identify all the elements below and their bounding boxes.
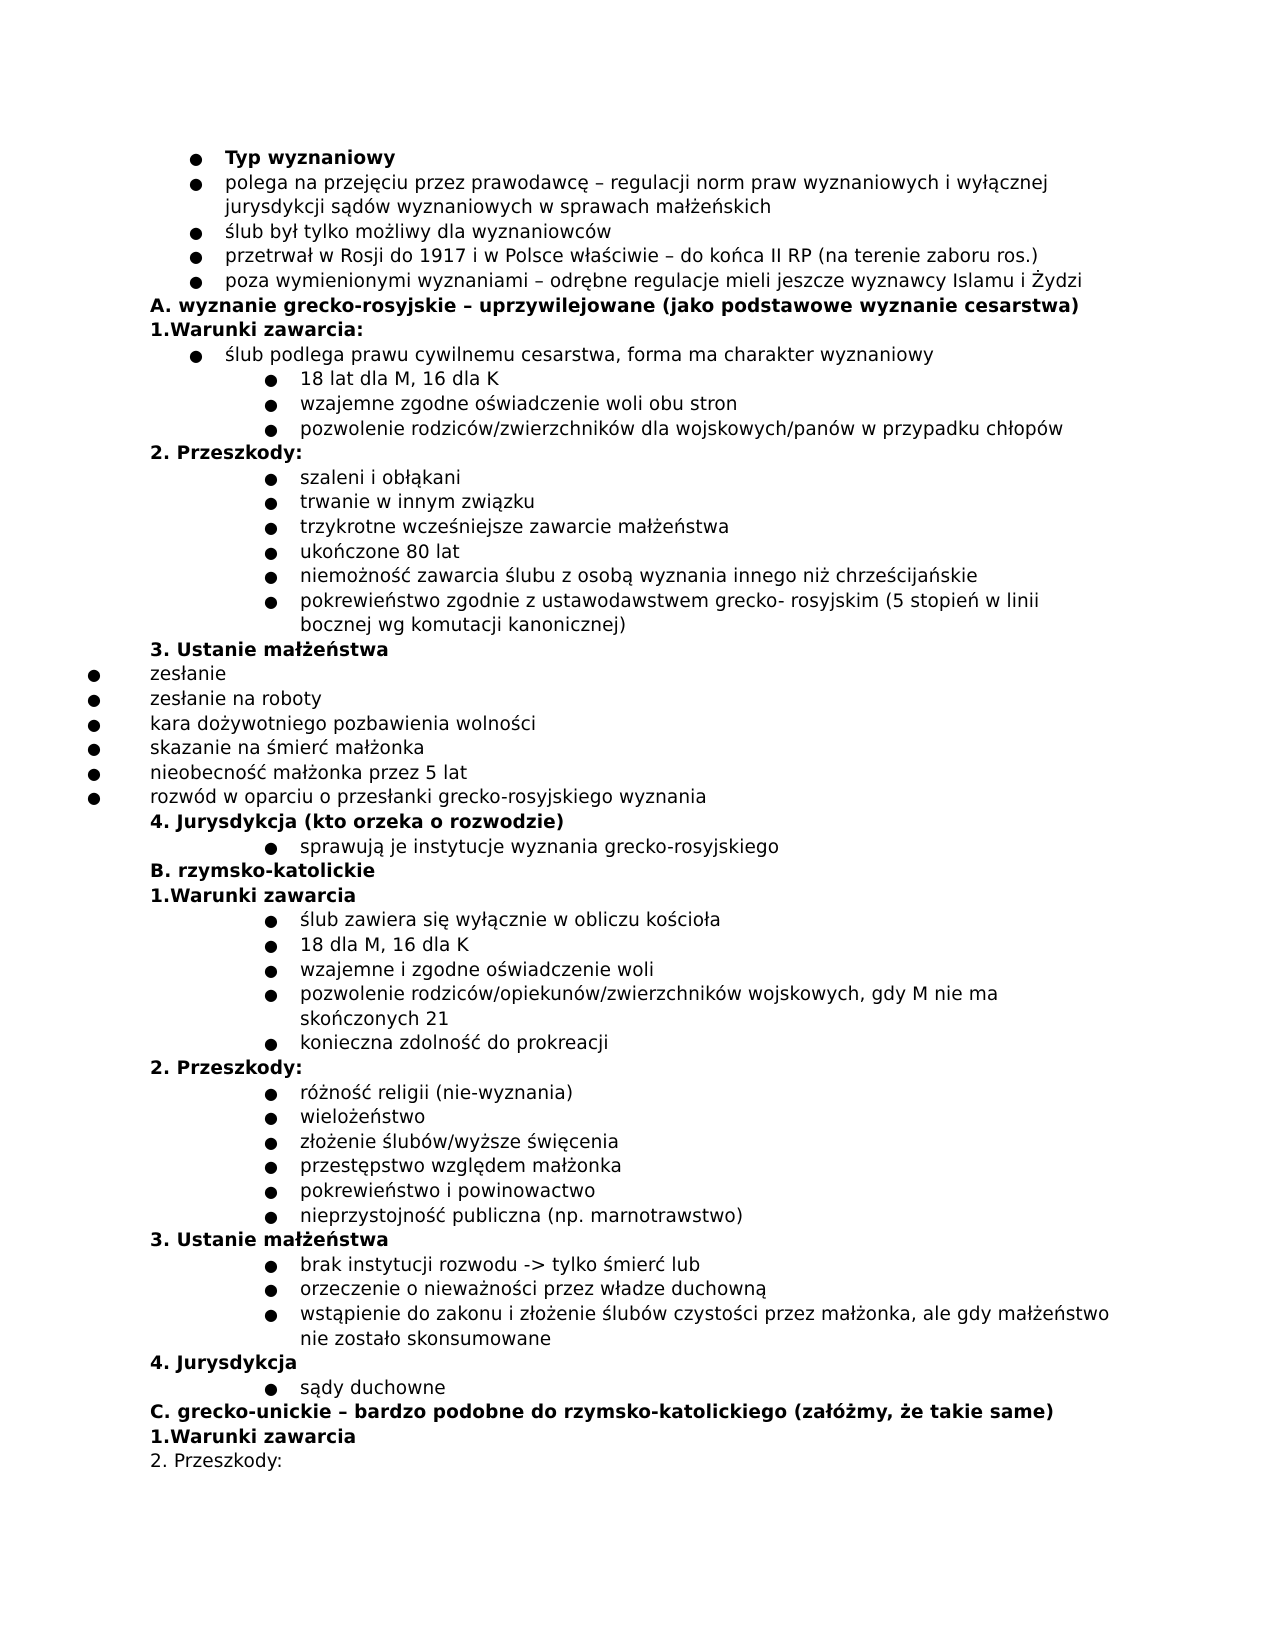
bullet-icon: ● [264, 1304, 279, 1324]
section-a-przeszkody-item [0, 491, 1275, 516]
list-item-text: zesłanie [150, 664, 227, 686]
list-item-text: brak instytucji rozwodu -> tylko śmierć lub [300, 1254, 701, 1276]
section-b-przeszkody-heading: 2. Przeszkody: [150, 1057, 303, 1079]
bullet-icon: ● [264, 567, 279, 587]
list-item-text: pokrewieństwo zgodnie z ustawodawstwem grecko- rosyjskim (5 stopień w linii [300, 590, 1040, 612]
section-c-przeszkody-heading: 2. Przeszkody: [150, 1451, 283, 1473]
bullet-icon: ● [264, 985, 279, 1005]
section-b-ustanie-item [0, 1278, 1275, 1303]
list-item-text: ślub zawiera się wyłącznie w obliczu kościoła [300, 910, 721, 932]
section-a-ustanie-item [0, 663, 1275, 688]
bullet-icon: ● [189, 222, 204, 242]
section-a-warunki-main [0, 344, 1275, 369]
document-page [0, 147, 1275, 1475]
section-a-ustanie-item [0, 688, 1275, 713]
list-item-text: przetrwał w Rosji do 1917 i w Polsce właściwie – do końca II RP (na terenie zaboru ros.) [225, 246, 1039, 268]
bullet-icon: ● [264, 468, 279, 488]
list-item-text: polega na przejęciu przez prawodawcę – regulacji norm praw wyznaniowych i wyłącznej [225, 172, 1049, 194]
list-item-text: kara dożywotniego pozbawienia wolności [150, 713, 537, 735]
bullet-icon: ● [264, 1181, 279, 1201]
bullet-icon: ● [264, 1255, 279, 1275]
list-item-text: trwanie w innym związku [300, 492, 536, 514]
section-a-warunki-item [0, 393, 1275, 418]
section-b-ustanie-heading: 3. Ustanie małżeństwa [150, 1230, 389, 1252]
section-b-ustanie-item-continuation [0, 1328, 1275, 1353]
section-b-przeszkody-item [0, 1155, 1275, 1180]
section-a-warunki-item [0, 368, 1275, 393]
section-c-warunki-heading: 1.Warunki zawarcia [150, 1426, 357, 1448]
bullet-icon: ● [264, 394, 279, 414]
list-item-text: jurysdykcji sądów wyznaniowych w sprawach małżeńskich [225, 197, 772, 219]
bullet-icon: ● [87, 665, 102, 685]
section-a-przeszkody-item [0, 467, 1275, 492]
section-a-ustanie-heading: 3. Ustanie małżeństwa [150, 639, 389, 661]
section-a-ustanie-item [0, 786, 1275, 811]
bullet-icon: ● [87, 714, 102, 734]
list-item-text: wzajemne i zgodne oświadczenie woli [300, 959, 655, 981]
list-item-text: przestępstwo względem małżonka [300, 1156, 622, 1178]
section-b-warunki-item [0, 909, 1275, 934]
section-b-przeszkody-item [0, 1106, 1275, 1131]
section-b-jurysdykcja-item [0, 1377, 1275, 1402]
bullet-icon: ● [189, 345, 204, 365]
bullet-icon: ● [264, 960, 279, 980]
section-b-warunki-heading: 1.Warunki zawarcia [150, 885, 357, 907]
list-item-text: różność religii (nie-wyznania) [300, 1082, 574, 1104]
list-item-text: bocznej wg komutacji kanonicznej) [300, 615, 627, 637]
bullet-icon: ● [189, 271, 204, 291]
intro-list-item [0, 221, 1275, 246]
bullet-icon: ● [264, 370, 279, 390]
section-b-warunki-item-continuation [0, 1008, 1275, 1033]
section-b-ustanie-item [0, 1254, 1275, 1279]
list-item-text: pozwolenie rodziców/opiekunów/zwierzchników wojskowych, gdy M nie ma [300, 984, 999, 1006]
bullet-icon: ● [189, 173, 204, 193]
section-a-ustanie-item [0, 762, 1275, 787]
bullet-icon: ● [189, 149, 204, 168]
section-a-przeszkody-item-continuation [0, 614, 1275, 639]
list-item-text: orzeczenie o nieważności przez władze duchowną [300, 1279, 767, 1301]
bullet-icon: ● [264, 837, 279, 857]
bullet-icon: ● [264, 517, 279, 537]
section-a-przeszkody-item [0, 565, 1275, 590]
section-b-ustanie-item [0, 1303, 1275, 1328]
section-b-warunki-item [0, 959, 1275, 984]
intro-list-item [0, 245, 1275, 270]
list-item-text: skazanie na śmierć małżonka [150, 738, 425, 760]
list-item-text: pokrewieństwo i powinowactwo [300, 1180, 596, 1202]
bullet-icon: ● [264, 1206, 279, 1226]
bullet-icon: ● [264, 1108, 279, 1128]
section-b-przeszkody-item [0, 1131, 1275, 1156]
intro-title-item [0, 147, 1275, 172]
section-b-przeszkody-item [0, 1082, 1275, 1107]
list-item-text: wielożeństwo [300, 1107, 426, 1129]
list-item-text: ślub podlega prawu cywilnemu cesarstwa, forma ma charakter wyznaniowy [225, 344, 934, 366]
list-item-text: nieobecność małżonka przez 5 lat [150, 762, 468, 784]
bullet-icon: ● [264, 1378, 279, 1398]
bullet-icon: ● [264, 1132, 279, 1152]
bullet-icon: ● [264, 1034, 279, 1054]
section-b-warunki-item [0, 934, 1275, 959]
list-item-text: sądy duchowne [300, 1377, 446, 1399]
section-c-title: C. grecko-unickie – bardzo podobne do rzymsko-katolickiego (załóżmy, że takie same) [150, 1402, 1055, 1424]
bullet-icon: ● [264, 591, 279, 611]
list-item-text: wzajemne zgodne oświadczenie woli obu stron [300, 393, 738, 415]
bullet-icon: ● [264, 936, 279, 955]
bullet-icon: ● [87, 763, 102, 783]
list-item-text: rozwód w oparciu o przesłanki grecko-rosyjskiego wyznania [150, 787, 707, 809]
section-b-warunki-item [0, 983, 1275, 1008]
intro-list-item [0, 270, 1275, 295]
list-item-text: niemożność zawarcia ślubu z osobą wyznania innego niż chrześcijańskie [300, 566, 978, 588]
section-a-warunki-heading: 1.Warunki zawarcia: [150, 320, 364, 342]
bullet-icon: ● [189, 247, 204, 267]
section-a-jurysdykcja-item [0, 836, 1275, 861]
list-item-text: 18 dla M, 16 dla K [300, 935, 469, 956]
list-item-text: ślub był tylko możliwy dla wyznaniowców [225, 221, 612, 243]
section-a-przeszkody-item [0, 516, 1275, 541]
list-item-text: trzykrotne wcześniejsze zawarcie małżeństwa [300, 516, 730, 538]
section-a-przeszkody-item [0, 590, 1275, 615]
bullet-icon: ● [264, 1280, 279, 1300]
list-item-text: nie zostało skonsumowane [300, 1328, 552, 1350]
section-a-jurysdykcja-heading: 4. Jurysdykcja (kto orzeka o rozwodzie) [150, 812, 565, 834]
list-item-text: poza wymienionymi wyznaniami – odrębne regulacje mieli jeszcze wyznawcy Islamu i Żydzi [225, 270, 1083, 292]
list-item-text: pozwolenie rodziców/zwierzchników dla wojskowych/panów w przypadku chłopów [300, 418, 1064, 440]
list-item-text: ukończone 80 lat [300, 541, 460, 563]
bullet-icon: ● [87, 739, 102, 759]
section-b-przeszkody-item [0, 1205, 1275, 1230]
bullet-icon: ● [87, 788, 102, 808]
bullet-icon: ● [87, 690, 102, 710]
list-item-text: skończonych 21 [300, 1008, 450, 1030]
section-a-ustanie-item [0, 713, 1275, 738]
bullet-icon: ● [264, 1083, 279, 1103]
list-item-text: wstąpienie do zakonu i złożenie ślubów czystości przez małżonka, ale gdy małżeństwo [300, 1303, 1110, 1325]
list-item-text: 18 lat dla M, 16 dla K [300, 369, 499, 391]
list-item-text: sprawują je instytucje wyznania grecko-rosyjskiego [300, 836, 780, 858]
section-b-przeszkody-item [0, 1180, 1275, 1205]
section-a-warunki-item [0, 418, 1275, 443]
list-item-text: szaleni i obłąkani [300, 467, 462, 489]
bullet-icon: ● [264, 419, 279, 439]
bullet-icon: ● [264, 542, 279, 562]
section-b-jurysdykcja-heading: 4. Jurysdykcja [150, 1353, 298, 1375]
bullet-icon: ● [264, 1157, 279, 1177]
section-b-title: B. rzymsko-katolickie [150, 861, 376, 883]
section-a-przeszkody-item [0, 541, 1275, 566]
intro-list-item [0, 172, 1275, 197]
list-item-text: zesłanie na roboty [150, 689, 322, 711]
intro-list-item-continuation [0, 196, 1275, 221]
section-a-przeszkody-heading: 2. Przeszkody: [150, 443, 303, 465]
section-b-warunki-item [0, 1032, 1275, 1057]
list-item-text: konieczna zdolność do prokreacji [300, 1033, 609, 1055]
list-item-text: Typ wyznaniowy [225, 148, 396, 169]
list-item-text: nieprzystojność publiczna (np. marnotrawstwo) [300, 1205, 744, 1227]
bullet-icon: ● [264, 493, 279, 513]
section-a-title: A. wyznanie grecko-rosyjskie – uprzywilejowane (jako podstawowe wyznanie cesarstwa) [150, 295, 1080, 317]
bullet-icon: ● [264, 911, 279, 931]
section-a-ustanie-item [0, 737, 1275, 762]
list-item-text: złożenie ślubów/wyższe święcenia [300, 1131, 620, 1153]
